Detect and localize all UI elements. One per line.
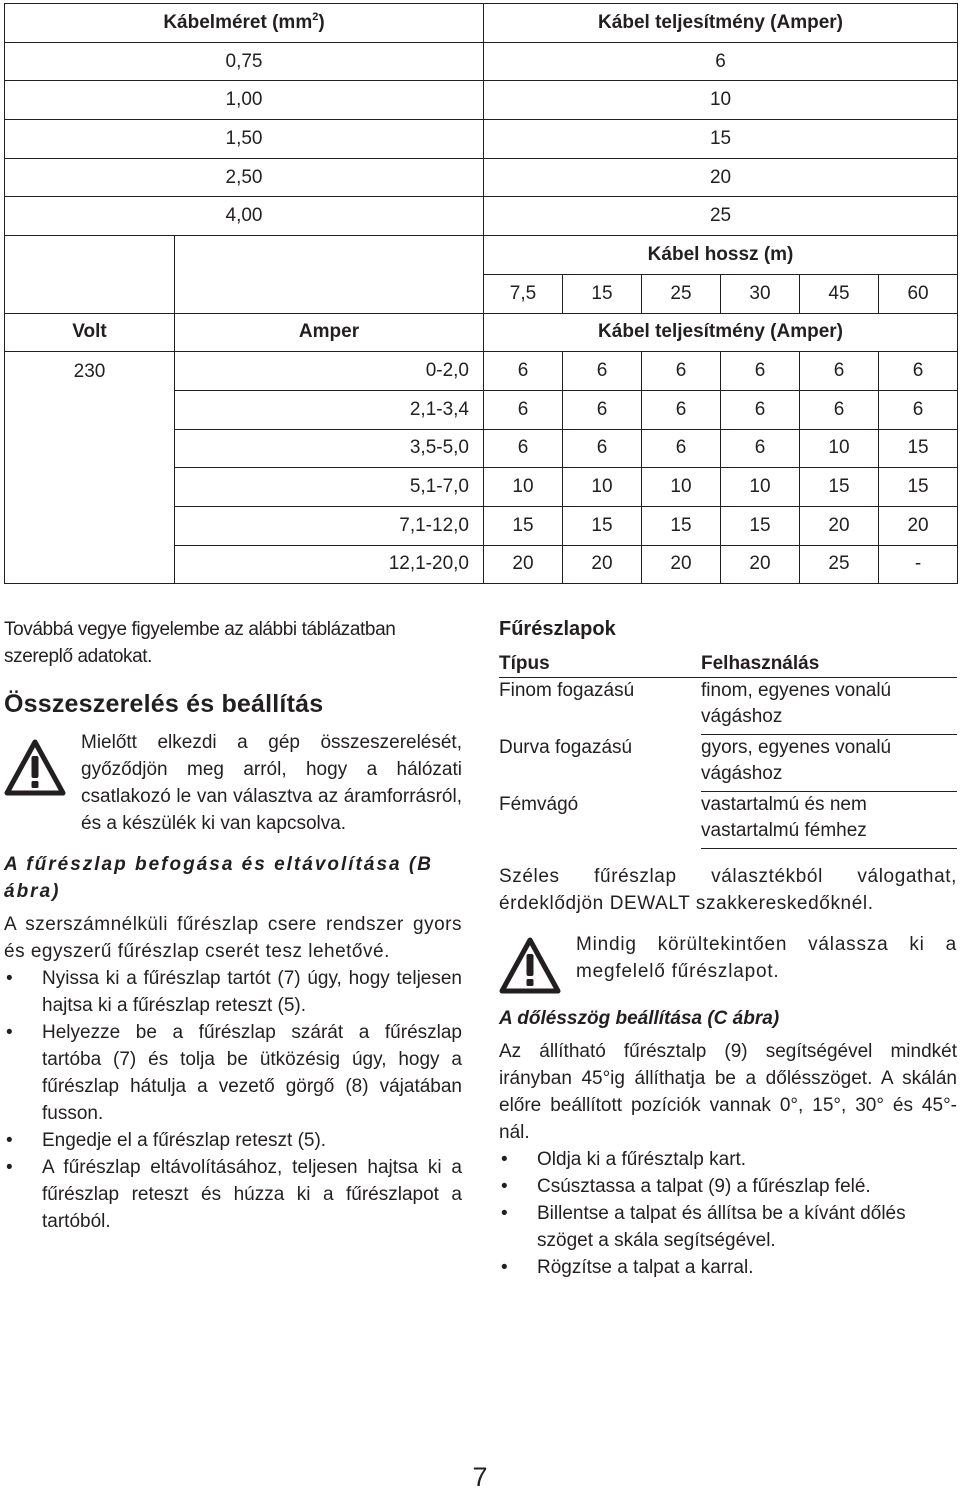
- table-row: [499, 735, 957, 792]
- cable-length-header: Kábel hossz (m): [484, 236, 958, 275]
- table-cell: 6: [800, 390, 879, 429]
- blade-type: Durva fogazású: [499, 736, 633, 758]
- table-cell: 6: [642, 429, 721, 468]
- blade-choice-text: Széles fűrészlap választékból válogathat, érdeklődjön DEWALT szakkereskedőknél.: [499, 866, 957, 914]
- table-cell: 6: [563, 390, 642, 429]
- length-cell: 25: [642, 274, 721, 313]
- table-row: [5, 120, 958, 159]
- right-column: [499, 616, 957, 1281]
- table-cell: 20: [879, 506, 958, 545]
- blade-text: A szerszámnélküli fűrészlap csere rendszer gyors és egyszerű fűrészlap cserét tesz lehetővé.: [4, 914, 462, 962]
- cable-rating-cell: 6: [484, 42, 958, 81]
- length-label-row: [5, 236, 958, 275]
- cable-size-cell: 1,50: [5, 120, 484, 159]
- table-cell: 20: [484, 545, 563, 584]
- table-cell: 10: [642, 468, 721, 507]
- amp-range: 0-2,0: [175, 352, 484, 391]
- table-cell: -: [879, 545, 958, 584]
- table-cell: 6: [800, 352, 879, 391]
- table-cell: 10: [484, 468, 563, 507]
- amp-range: 5,1-7,0: [175, 468, 484, 507]
- table-cell: 20: [563, 545, 642, 584]
- cable-rating-cell: 15: [484, 120, 958, 159]
- table-cell: 15: [800, 468, 879, 507]
- blades-use-header: Felhasználás: [701, 651, 957, 678]
- table-cell: 15: [563, 506, 642, 545]
- warning-icon: [4, 739, 66, 797]
- blade-type: Fémvágó: [499, 793, 579, 815]
- assembly-warning-text: Mielőtt elkezdi a gép összeszerelését, győződjön meg arról, hogy a hálózati csatlakozó le van választva az áramforrásról, és a készülék ki van kapcsolva.: [81, 732, 462, 834]
- intro-text: Továbbá vegye figyelembe az alábbi táblázatban szereplő adatokat.: [4, 619, 396, 667]
- table-row: [5, 81, 958, 120]
- amper-header: Amper: [175, 313, 484, 352]
- blades-type-header: Típus: [499, 651, 701, 678]
- bevel-text: Az állítható fűrésztalp (9) segítségével mindkét irányban 45°ig állíthatja be a dőlésszöget. A skálán előre beállított pozíciók vannak 0°, 15°, 30° és 45°-nál.: [499, 1041, 957, 1143]
- empty-cell: [175, 236, 484, 313]
- table-cell: 25: [800, 545, 879, 584]
- blade-steps: [4, 965, 462, 1235]
- length-cell: 60: [879, 274, 958, 313]
- blade-warning-text: Mindig körültekintően válassza ki a megfelelő fűrészlapot.: [576, 934, 957, 982]
- cable-table: [4, 3, 958, 584]
- table-cell: 6: [879, 352, 958, 391]
- cable-header-row: [5, 4, 958, 43]
- cable-rating-header: Kábel teljesítmény (Amper): [484, 4, 958, 43]
- table-cell: 15: [484, 506, 563, 545]
- list-item: • A fűrészlap eltávolításához, teljesen hajtsa ki a fűrészlap reteszt és húzza ki a fűrészlapot a tartóból.: [4, 1154, 462, 1235]
- volt-value: 230: [5, 352, 175, 584]
- blade-heading: A fűrészlap befogása és eltávolítása (B ábra): [4, 854, 433, 902]
- table-cell: 10: [563, 468, 642, 507]
- table-cell: 20: [642, 545, 721, 584]
- table-row: [5, 352, 958, 391]
- list-item: • Engedje el a fűrészlap reteszt (5).: [4, 1127, 462, 1154]
- amp-range: 2,1-3,4: [175, 390, 484, 429]
- table-row: [5, 197, 958, 236]
- list-item: • Csúsztassa a talpat (9) a fűrészlap felé.: [499, 1173, 957, 1200]
- list-item: • Helyezze be a fűrészlap szárát a fűrészlap tartóba (7) és tolja be ütközésig úgy, hogy a fűrészlap hátulja a vezető görgő (8) vájatában fusson.: [4, 1019, 462, 1127]
- table-row: [499, 678, 957, 735]
- blade-use: vastartalmú és nem vastartalmú fémhez: [701, 792, 957, 849]
- blade-use: finom, egyenes vonalú vágáshoz: [701, 678, 957, 735]
- table-cell: 6: [642, 352, 721, 391]
- table-cell: 6: [484, 429, 563, 468]
- cable-size-cell: 1,00: [5, 81, 484, 120]
- length-cell: 7,5: [484, 274, 563, 313]
- blades-table: [499, 651, 957, 849]
- length-cell: 45: [800, 274, 879, 313]
- table-cell: 20: [721, 545, 800, 584]
- table-cell: 6: [563, 429, 642, 468]
- blade-warning: [499, 931, 957, 995]
- table-cell: 6: [879, 390, 958, 429]
- table-cell: 6: [721, 352, 800, 391]
- table-cell: 10: [800, 429, 879, 468]
- table-cell: 10: [721, 468, 800, 507]
- table-cell: 15: [721, 506, 800, 545]
- list-item: • Oldja ki a fűrésztalp kart.: [499, 1146, 957, 1173]
- warning-icon: [499, 937, 561, 995]
- table-cell: 6: [563, 352, 642, 391]
- blades-heading: Fűrészlapok: [499, 618, 616, 640]
- length-cell: 15: [563, 274, 642, 313]
- blades-header-row: [499, 651, 957, 678]
- rating-header-2: Kábel teljesítmény (Amper): [484, 313, 958, 352]
- table-cell: 15: [642, 506, 721, 545]
- cable-size-header: Kábelméret $(mm^2)$: [5, 4, 484, 43]
- table-cell: 20: [800, 506, 879, 545]
- table-cell: 6: [642, 390, 721, 429]
- cable-rating-cell: 10: [484, 81, 958, 120]
- table-row: [499, 792, 957, 849]
- table-cell: 6: [721, 390, 800, 429]
- amp-range: 12,1-20,0: [175, 545, 484, 584]
- blade-type: Finom fogazású: [499, 680, 635, 701]
- bevel-steps: [499, 1146, 957, 1281]
- length-cell: 30: [721, 274, 800, 313]
- empty-cell: [5, 236, 175, 313]
- cable-size-cell: 2,50: [5, 158, 484, 197]
- list-item: • Billentse a talpat és állítsa be a kívánt dőlés szöget a skála segítségével.: [499, 1200, 957, 1254]
- cable-rating-cell: 20: [484, 158, 958, 197]
- table-cell: 15: [879, 429, 958, 468]
- left-column: [4, 616, 462, 1235]
- page-number: 7: [472, 1462, 488, 1492]
- cable-size-cell: 0,75: [5, 42, 484, 81]
- assembly-warning: [4, 729, 462, 837]
- table-cell: 15: [879, 468, 958, 507]
- volt-header-row: [5, 313, 958, 352]
- table-cell: 6: [484, 352, 563, 391]
- assembly-heading: Összeszerelés és beállítás: [4, 690, 324, 718]
- cable-size-cell: 4,00: [5, 197, 484, 236]
- bevel-heading: A dőlésszög beállítása (C ábra): [499, 1008, 780, 1029]
- table-row: [5, 42, 958, 81]
- amp-range: 7,1-12,0: [175, 506, 484, 545]
- list-item: • Nyissa ki a fűrészlap tartót (7) úgy, hogy teljesen hajtsa ki a fűrészlap reteszt (5).: [4, 965, 462, 1019]
- amp-range: 3,5-5,0: [175, 429, 484, 468]
- table-cell: 6: [721, 429, 800, 468]
- table-cell: 6: [484, 390, 563, 429]
- table-row: [5, 158, 958, 197]
- volt-header: Volt: [5, 313, 175, 352]
- cable-rating-cell: 25: [484, 197, 958, 236]
- blade-use: gyors, egyenes vonalú vágáshoz: [701, 735, 957, 792]
- list-item: • Rögzítse a talpat a karral.: [499, 1254, 957, 1281]
